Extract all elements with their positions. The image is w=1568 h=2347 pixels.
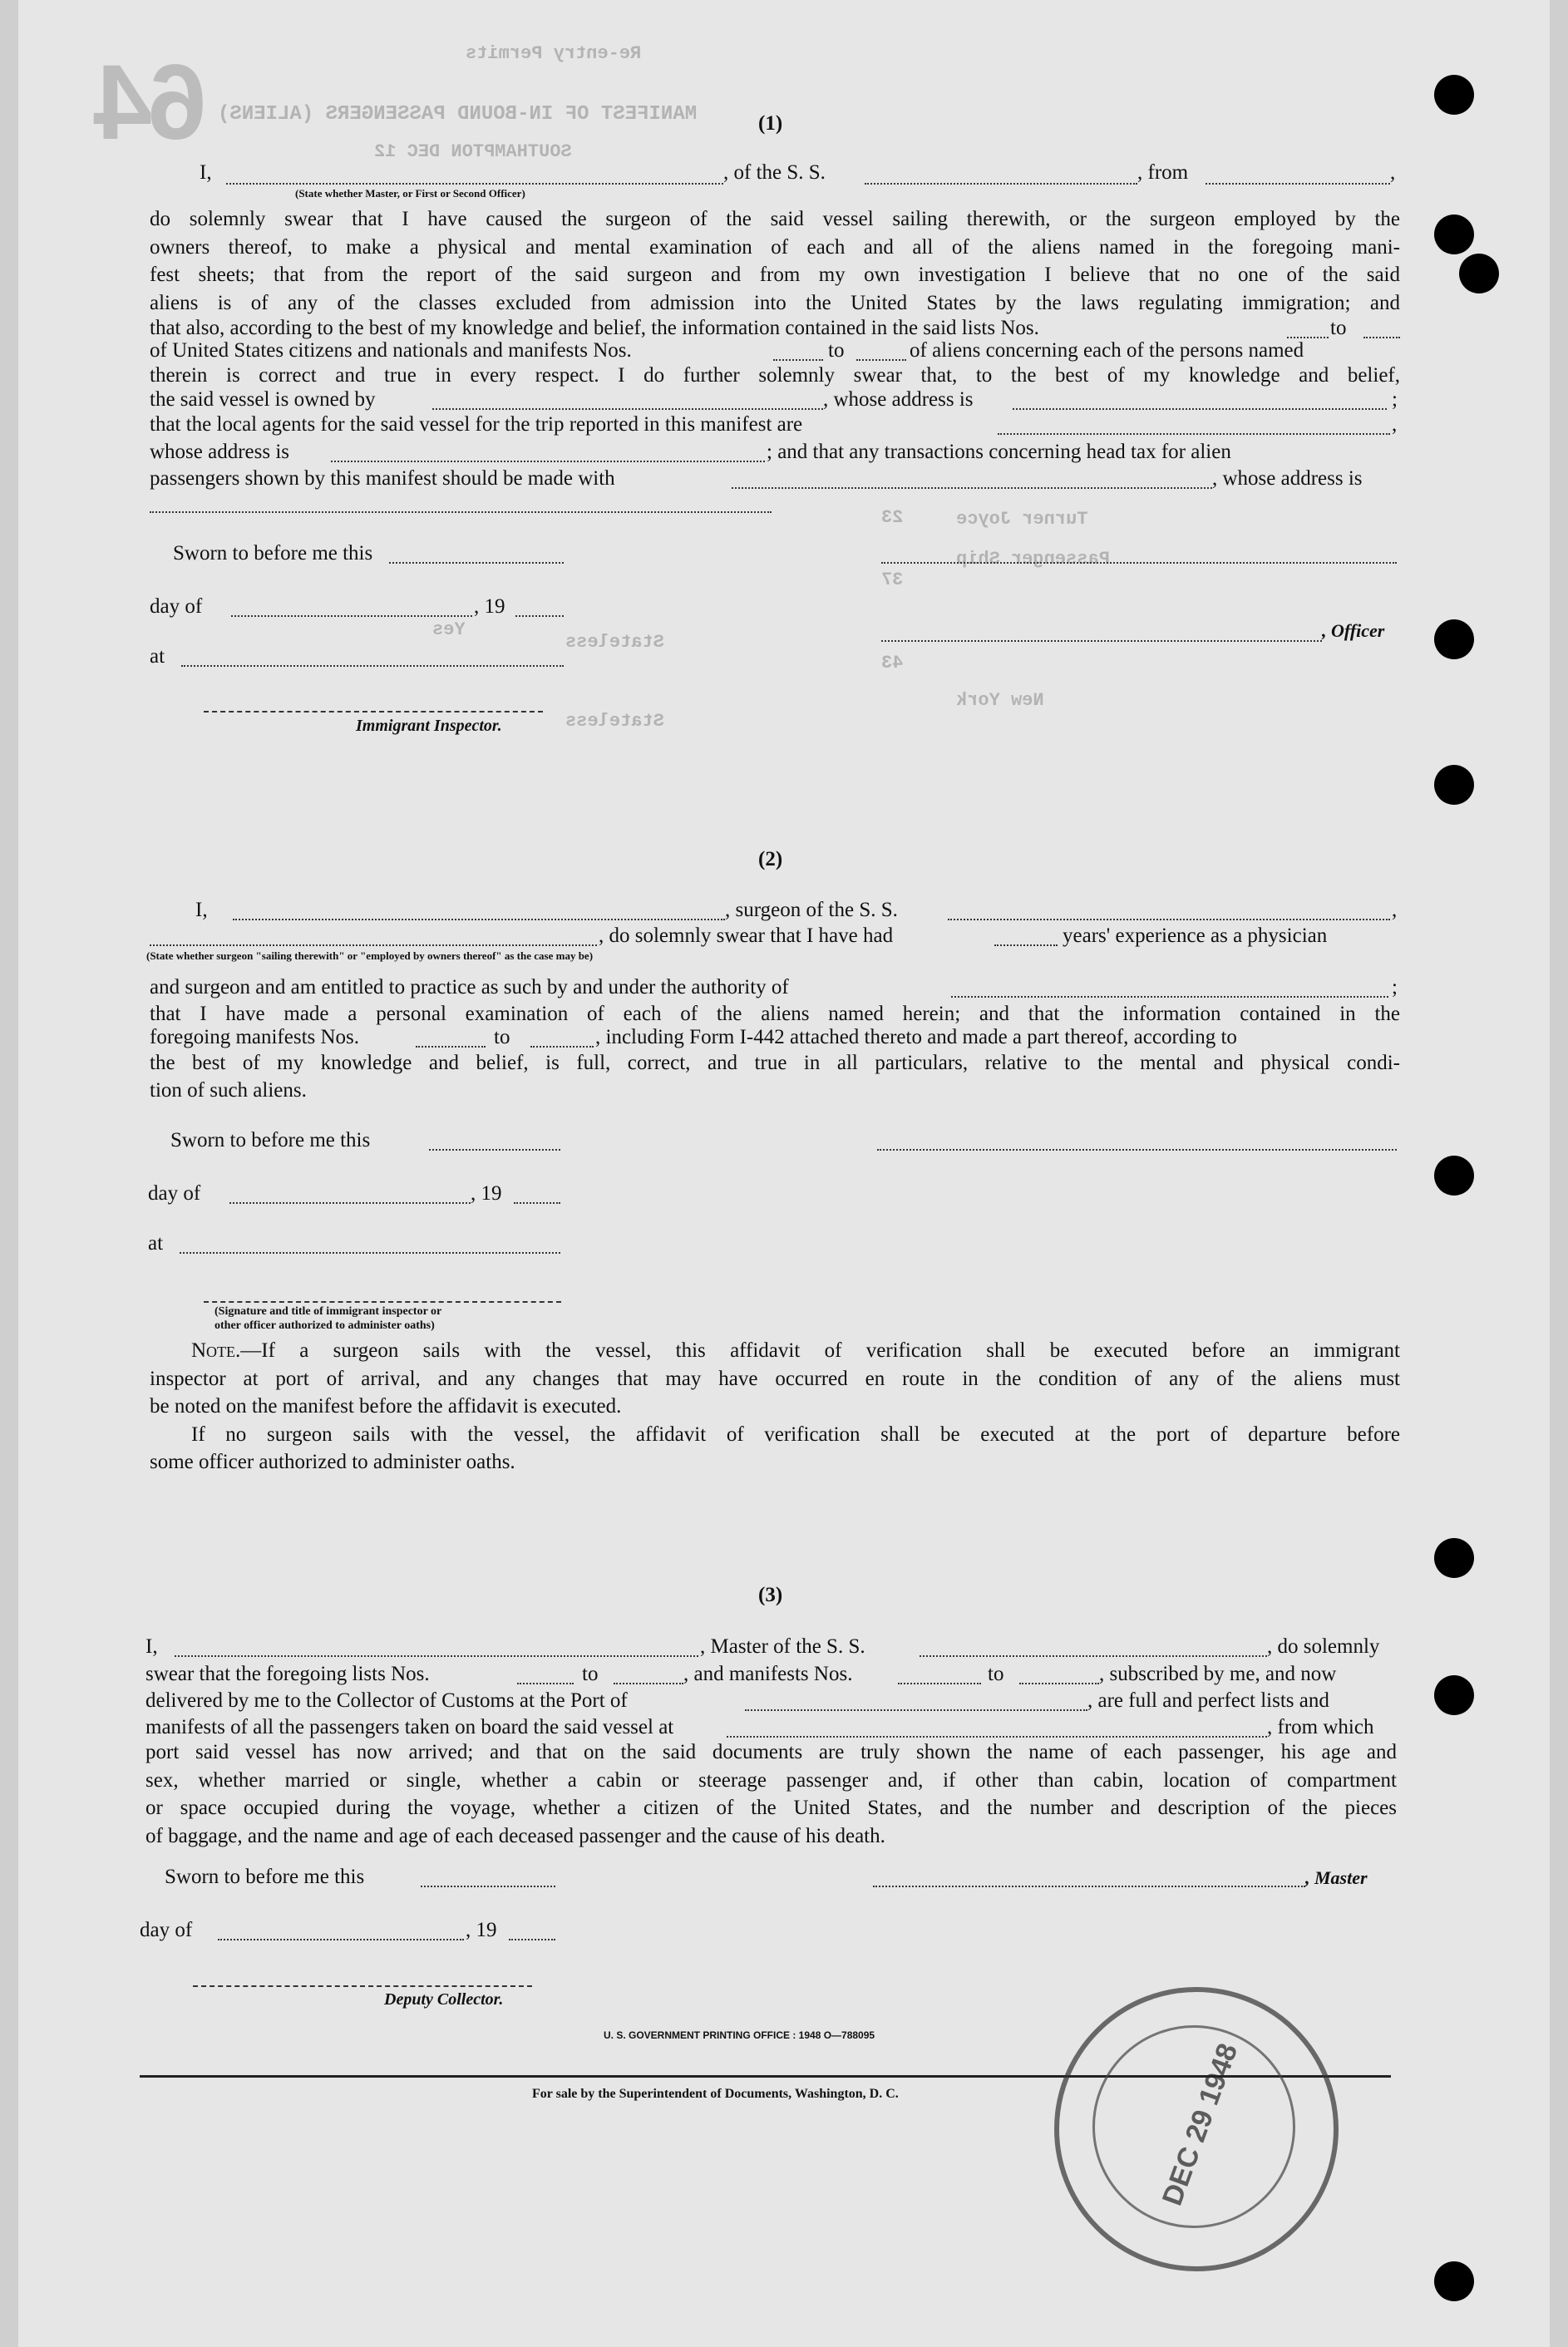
s3-line3b: , are full and perfect lists and <box>1087 1689 1329 1712</box>
s2-surgeon-note: (State whether surgeon "sailing therewith" or "employed by owners thereof" as the case may be) <box>146 949 594 962</box>
s2-line5b: to <box>494 1026 510 1048</box>
s1-signature-field[interactable] <box>881 562 1397 564</box>
s3-line3a: delivered by me to the Collector of Customs at the Port of <box>145 1689 628 1712</box>
s3-sworn-field[interactable] <box>421 1886 555 1887</box>
s2-note-block: Note.—If a surgeon sails with the vessel, this affidavit of verification shall be executed before an immigrant inspector at port of arrival, and any changes that may have occurred en route in the condition of any of the aliens must be noted on the manifest before the affidavit is executed. If no surgeon sails with the vessel, the affidavit of verification shall be executed at the port of departure before some officer authorized to administer oaths. <box>150 1339 1400 1473</box>
s1-agents-field[interactable] <box>998 433 1390 435</box>
bleed-text: 37 <box>881 569 904 590</box>
s1-manifest-from-field[interactable] <box>773 359 823 361</box>
s2-surgeon-signature-field[interactable] <box>877 1149 1397 1151</box>
s1-sworn-label: Sworn to before me this <box>173 542 373 565</box>
s1-paragraph: do solemnly swear that I have caused the surgeon of the said vessel sailing therewith, or the surgeon employed by the owners thereof, to make a physical and mental examination of each and all of the aliens named in the foregoing mani- fest sheets; that from the report of the said surgeon and from my own investigation I believe that no one of the said aliens is of any of the classes excluded from admission into the United States by the laws regulating immigration; and <box>150 208 1400 314</box>
s1-owner-field[interactable] <box>432 408 823 410</box>
s2-line7: tion of such aliens. <box>150 1079 307 1102</box>
date-stamp <box>1054 1987 1339 2271</box>
s1-line6b: to <box>1330 317 1347 339</box>
s2-sig-note-2: other officer authorized to administer oaths) <box>214 1319 435 1332</box>
bleed-text: Passenger Ship <box>956 549 1110 569</box>
punch-hole <box>1434 75 1474 115</box>
s3-master-signature-field[interactable] <box>873 1886 1305 1887</box>
s1-line8: therein is correct and true in every respect. I do further solemnly swear that, to the best of my knowledge and belief, <box>150 364 1400 387</box>
bleed-text: Yes <box>432 619 466 640</box>
s1-year-label: , 19 <box>474 595 505 618</box>
s2-day-of-label: day of <box>148 1182 201 1205</box>
s2-at-field[interactable] <box>180 1252 560 1254</box>
s2-line6: the best of my knowledge and belief, is full, correct, and true in all particulars, relative to the mental and physical condi- <box>150 1052 1400 1074</box>
s1-line7c: of aliens concerning each of the persons named <box>910 339 1304 362</box>
punch-hole <box>1434 619 1474 659</box>
s1-officer-signature-field[interactable] <box>881 640 1322 642</box>
s3-paragraph: port said vessel has now arrived; and that on the said documents are truly shown the name of each passenger, his age and sex, whether married or single, whether a cabin or steerage passenger and, if other than cabin, location of compartment or space occupied during the voyage, whether a citizen of the United States, and the number and description of the pieces of baggage, and the name and age of each deceased passenger and the cause of his death. <box>145 1741 1397 1847</box>
s2-years-field[interactable] <box>994 944 1058 946</box>
s2-at-label: at <box>148 1232 164 1255</box>
s3-year-field[interactable] <box>509 1939 555 1940</box>
s1-comma: , <box>1390 161 1396 184</box>
s1-headtax-field[interactable] <box>732 487 1212 489</box>
s1-officer-note: (State whether Master, or First or Second Officer) <box>295 187 525 200</box>
s2-manifest-from-field[interactable] <box>416 1046 486 1048</box>
s3-lists-from-field[interactable] <box>517 1683 574 1684</box>
s2-day-field[interactable] <box>229 1202 471 1204</box>
s3-line2a: swear that the foregoing lists Nos. <box>145 1663 430 1685</box>
s2-year-label: , 19 <box>471 1182 502 1205</box>
s1-from-field[interactable] <box>1206 183 1390 185</box>
s1-inspector-signature-line[interactable] <box>204 711 543 712</box>
s2-line4: that I have made a personal examination of each of the aliens named herein; and that the information contained in the <box>150 1003 1400 1025</box>
s3-master-label: , Master of the S. S. <box>700 1635 865 1658</box>
bleed-text: MANIFEST OF IN-BOUND PASSENGERS (ALIENS) <box>218 103 698 126</box>
s1-line7a: of United States citizens and nationals and manifests Nos. <box>150 339 632 362</box>
bleed-page-number: 64 <box>98 43 207 162</box>
s1-line6a: that also, according to the best of my knowledge and belief, the information contained in the said lists Nos. <box>150 317 1039 339</box>
bleed-text: Re-entry Permits <box>466 43 642 64</box>
s2-surgeon-name-field[interactable] <box>233 919 725 920</box>
s2-surgeon-type-field[interactable] <box>150 944 597 946</box>
s3-deputy-label: Deputy Collector. <box>384 1990 504 2009</box>
section-2-number: (2) <box>758 848 783 870</box>
s2-line3b: ; <box>1392 976 1398 998</box>
s3-line4b: , from which <box>1267 1716 1374 1738</box>
s1-line11a: whose address is <box>150 441 290 463</box>
s3-year-label: , 19 <box>466 1919 497 1941</box>
s2-years-label: years' experience as a physician <box>1063 925 1328 947</box>
s2-swear-label: , do solemnly swear that I have had <box>599 925 894 947</box>
s3-lists-to-field[interactable] <box>614 1683 683 1684</box>
s1-officer-field[interactable] <box>226 183 723 185</box>
s2-surgeon-label: , surgeon of the S. S. <box>725 899 898 921</box>
s2-sworn-field[interactable] <box>429 1149 560 1151</box>
s3-boarding-port-field[interactable] <box>727 1736 1267 1738</box>
s3-sworn-label: Sworn to before me this <box>165 1866 365 1888</box>
s1-at-label: at <box>150 645 165 668</box>
bleed-text: Stateless <box>565 632 664 653</box>
s2-inspector-signature-line[interactable] <box>204 1301 561 1303</box>
bleed-text: SOUTHAMPTON DEC 12 <box>374 141 572 162</box>
s3-port-field[interactable] <box>745 1709 1087 1711</box>
s1-i-label: I, <box>200 161 212 184</box>
s1-line10b: , <box>1392 413 1398 436</box>
punch-hole <box>1434 1156 1474 1196</box>
s1-line9c: ; <box>1392 388 1398 411</box>
s2-line5a: foregoing manifests Nos. <box>150 1026 360 1048</box>
s3-master-name-field[interactable] <box>175 1655 698 1657</box>
s1-inspector-label: Immigrant Inspector. <box>356 717 502 735</box>
s2-sig-note-1: (Signature and title of immigrant inspector or <box>214 1305 442 1318</box>
s3-solemnly-label: , do solemnly <box>1267 1635 1380 1658</box>
s1-line12b: , whose address is <box>1212 467 1363 490</box>
s2-sworn-label: Sworn to before me this <box>170 1129 371 1151</box>
sale-notice: For sale by the Superintendent of Documents, Washington, D. C. <box>532 2087 899 2101</box>
s3-line2e: , subscribed by me, and now <box>1099 1663 1337 1685</box>
s1-line9b: , whose address is <box>823 388 974 411</box>
s1-line11b: ; and that any transactions concerning head tax for alien <box>767 441 1231 463</box>
section-1-number: (1) <box>758 112 783 135</box>
s3-deputy-signature-line[interactable] <box>193 1985 532 1987</box>
s3-master-sig-label: , Master <box>1305 1867 1368 1888</box>
s2-vessel-field[interactable] <box>948 919 1390 920</box>
s2-i-label: I, <box>195 899 208 921</box>
bleed-text: Stateless <box>565 711 664 732</box>
s1-vessel-field[interactable] <box>865 183 1137 185</box>
punch-hole <box>1434 1538 1474 1578</box>
bleed-text: 43 <box>881 653 904 673</box>
s3-manifest-from-field[interactable] <box>898 1683 981 1684</box>
s3-line2b: to <box>582 1663 599 1685</box>
s1-line10a: that the local agents for the said vessel for the trip reported in this manifest are <box>150 413 803 436</box>
s3-vessel-field[interactable] <box>920 1655 1267 1657</box>
s3-manifest-to-field[interactable] <box>1019 1683 1099 1684</box>
s2-note-label: Note. <box>191 1339 241 1362</box>
s3-line4a: manifests of all the passengers taken on board the said vessel at <box>145 1716 674 1738</box>
punch-hole <box>1434 214 1474 254</box>
bleed-text: New York <box>956 690 1044 711</box>
s1-year-field[interactable] <box>515 615 564 617</box>
s1-line7b: to <box>828 339 845 362</box>
s1-of-ss-label: , of the S. S. <box>723 161 826 184</box>
s1-from-label: , from <box>1137 161 1189 184</box>
s2-line5c: , including Form I-442 attached thereto and made a part thereof, according to <box>595 1026 1237 1048</box>
s2-manifest-to-field[interactable] <box>530 1046 594 1048</box>
stamp-date: DEC 29 1948 <box>1156 2039 1245 2210</box>
s2-comma: , <box>1392 899 1398 921</box>
bleed-text: 23 <box>881 507 904 528</box>
s3-line2d: to <box>988 1663 1004 1685</box>
s1-manifest-to-field[interactable] <box>856 359 906 361</box>
bleed-text: Turner Joyce <box>956 509 1088 530</box>
s1-sworn-field[interactable] <box>389 562 564 564</box>
s1-at-field[interactable] <box>181 665 564 667</box>
s3-day-of-label: day of <box>140 1919 193 1941</box>
s1-line9a: the said vessel is owned by <box>150 388 376 411</box>
s1-officer-label: , Officer <box>1322 620 1385 641</box>
s1-owner-address-field[interactable] <box>1013 408 1387 410</box>
s2-authority-field[interactable] <box>951 996 1388 998</box>
s3-i-label: I, <box>145 1635 158 1658</box>
s2-year-field[interactable] <box>514 1202 560 1204</box>
s2-line3a: and surgeon and am entitled to practice as such by and under the authority of <box>150 976 789 998</box>
punch-hole <box>1459 254 1499 293</box>
section-3-number: (3) <box>758 1584 783 1606</box>
s1-headtax-address-field[interactable] <box>150 511 772 513</box>
s1-day-of-label: day of <box>150 595 203 618</box>
s1-agents-address-field[interactable] <box>331 461 765 462</box>
punch-hole <box>1434 1675 1474 1715</box>
gpo-imprint: U. S. GOVERNMENT PRINTING OFFICE : 1948 O—788095 <box>604 2029 875 2041</box>
s1-line12a: passengers shown by this manifest should be made with <box>150 467 615 490</box>
s3-day-field[interactable] <box>218 1939 464 1940</box>
s3-line2c: , and manifests Nos. <box>683 1663 853 1685</box>
s1-lists-from-field[interactable] <box>1287 337 1329 338</box>
s1-day-field[interactable] <box>231 615 472 617</box>
punch-hole <box>1434 2261 1474 2301</box>
s1-lists-to-field[interactable] <box>1363 337 1400 338</box>
punch-hole <box>1434 765 1474 805</box>
